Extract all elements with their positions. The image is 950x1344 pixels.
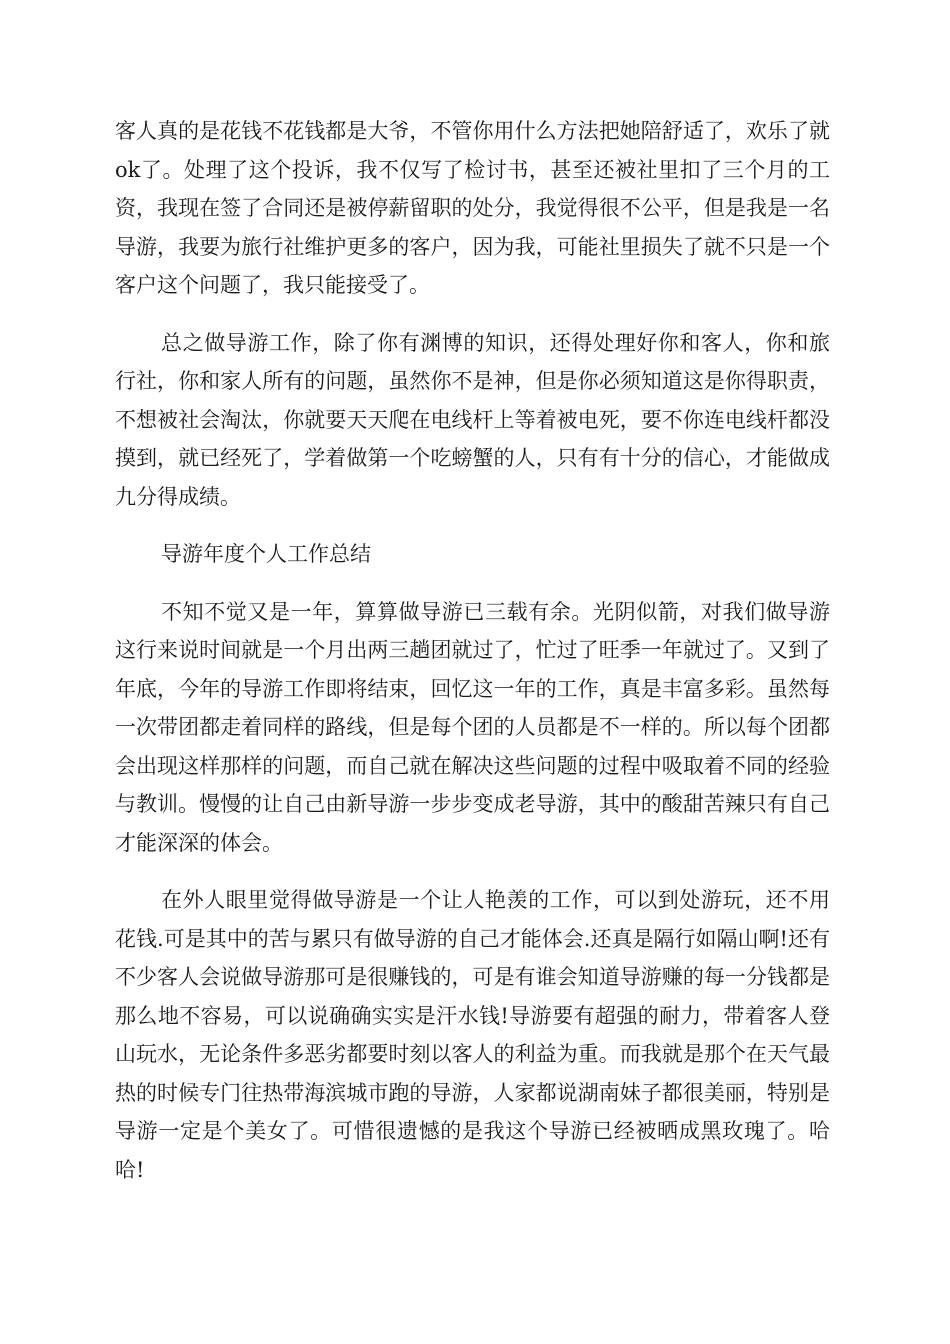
section-heading: 导游年度个人工作总结 <box>161 542 371 566</box>
paragraph-guide-work-summary: 总之做导游工作，除了你有渊博的知识，还得处理好你和客人，你和旅行社，你和家人所有的问题，虽然你不是神，但是你必须知道这是你得职责，不想被社会淘汰，你就要天天爬在电线杆上等着被电死，要不你连电线杆都没摸到，就已经死了，学着做第一个吃螃蟹的人，只有有十分的信心，才能做成九分得成绩。 <box>115 330 830 509</box>
document-body <box>115 112 830 1208</box>
paragraph-year-review: 不知不觉又是一年，算算做导游已三载有余。光阴似箭，对我们做导游这行来说时间就是一个月出两三趟团就过了，忙过了旺季一年就过了。又到了年底，今年的导游工作即将结束，回忆这一年的工作，真是丰富多彩。虽然每一次带团都走着同样的路线，但是每个团的人员都是不一样的。所以每个团都会出现这样那样的问题，而自己就在解决这些问题的过程中吸取着不同的经验与教训。慢慢的让自己由新导游一步步变成老导游，其中的酸甜苦辣只有自己才能深深的体会。 <box>115 599 830 855</box>
paragraph-outsider-view: 在外人眼里觉得做导游是一个让人艳羡的工作，可以到处游玩，还不用花钱.可是其中的苦与累只有做导游的自己才能体会.还真是隔行如隔山啊!还有不少客人会说做导游那可是很赚钱的，可是有谁会知道导游赚的每一分钱都是那么地不容易，可以说确确实实是汗水钱!导游要有超强的耐力，带着客人登山玩水，无论条件多恶劣都要时刻以客人的利益为重。而我就是那个在天气最热的时候专门往热带海滨城市跑的导游，人家都说湖南妹子都很美丽，特别是导游一定是个美女了。可惜很遗憾的是我这个导游已经被晒成黑玫瑰了。哈哈! <box>115 888 830 1182</box>
paragraph-complaint-continuation: 客人真的是花钱不花钱都是大爷，不管你用什么方法把她陪舒适了，欢乐了就ok了。处理了这个投诉，我不仅写了检讨书，甚至还被社里扣了三个月的工资，我现在签了合同还是被停薪留职的处分，我觉得很不公平，但是我是一名导游，我要为旅行社维护更多的客户，因为我，可能社里损失了就不只是一个客户这个问题了，我只能接受了。 <box>115 119 830 297</box>
